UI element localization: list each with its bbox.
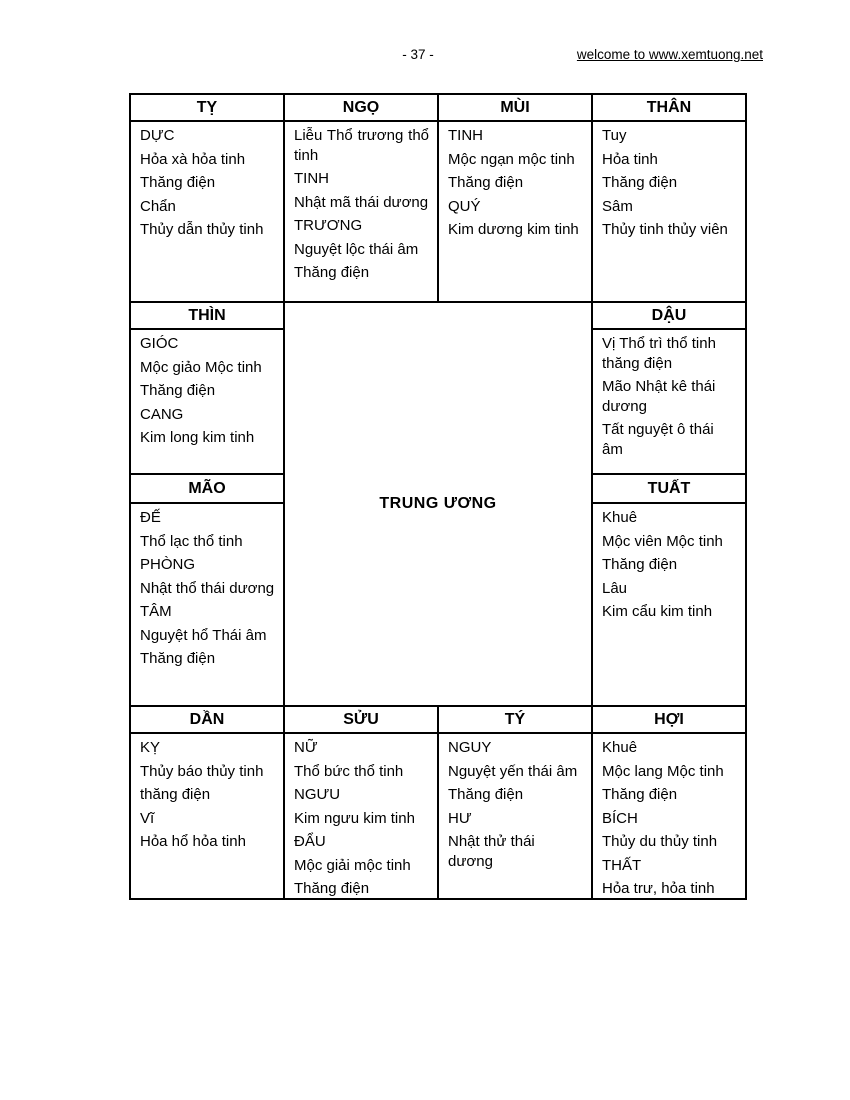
cell-line: DỰC (140, 127, 175, 144)
cell-line: ĐẨU (294, 833, 326, 850)
cell-line: TINH (448, 127, 483, 144)
cell-line: Mộc giải mộc tinh (294, 856, 411, 874)
cell-line: Sâm (602, 197, 633, 215)
body-cell-tuat (593, 504, 747, 707)
header-cell-ngo: NGỌ (285, 95, 439, 122)
cell-line: Thăng điện (140, 650, 216, 667)
cell-line: NGUY (448, 739, 492, 756)
cell-line: Kim long kim tinh (140, 429, 255, 446)
header-cell-than: THÂN (593, 95, 747, 122)
header-cell-mao: MÃO (131, 475, 285, 504)
cell-line: Thăng điện (294, 880, 370, 897)
body-cell-ty2 (439, 734, 593, 900)
cell-line: Vị Thổ trì thổ tinh thăng điện (602, 335, 716, 372)
header-cell-suu: SỬU (285, 707, 439, 734)
header-cell-tuat: TUẤT (593, 475, 747, 504)
cell-line: BÍCH (602, 809, 638, 827)
cell-line: Nguyệt hổ Thái âm (140, 626, 267, 644)
cell-line: GIÓC (140, 335, 179, 352)
cell-line: Kim cẩu kim tinh (602, 603, 713, 620)
cell-line: NỮ (294, 739, 318, 756)
header-cell-dan: DẦN (131, 707, 285, 734)
cell-line: Thăng điện (140, 382, 216, 399)
page-number: - 37 - (402, 47, 434, 62)
cell-line: Thủy báo thủy tinh (140, 762, 264, 780)
body-cell-dan (131, 734, 285, 900)
cell-line: Mão Nhật kê thái dương (602, 378, 716, 415)
center-label: TRUNG ƯƠNG (379, 495, 497, 512)
header-cell-mui: MÙI (439, 95, 593, 122)
cell-line: Thủy du thủy tinh (602, 833, 718, 850)
cell-line: Thổ bức thổ tinh (294, 762, 404, 780)
cell-line: Khuê (602, 739, 638, 756)
cell-line: Thăng điện (602, 556, 678, 573)
body-cell-hoi (593, 734, 747, 900)
body-cell-ty (131, 122, 285, 303)
header-cell-ty2: TÝ (439, 707, 593, 734)
cell-line: Liễu Thổ trương thổ tinh (294, 127, 429, 164)
body-cell-thin (131, 330, 285, 475)
cell-line: TÂM (140, 603, 172, 620)
cell-line: CANG (140, 405, 184, 423)
cell-line: KỴ (140, 739, 161, 756)
cell-line: Nhật mã thái dương (294, 193, 429, 211)
zodiac-table (129, 93, 747, 900)
body-cell-than (593, 122, 747, 303)
cell-line: TRƯƠNG (294, 217, 363, 234)
cell-line: HƯ (448, 809, 472, 827)
cell-line: Mộc giảo Mộc tinh (140, 358, 262, 376)
cell-line: Vĩ (140, 809, 155, 827)
cell-line: Mộc ngạn mộc tinh (448, 150, 575, 168)
header-cell-ty: TỴ (131, 95, 285, 122)
cell-line: Thăng điện (294, 264, 370, 281)
body-cell-ngo (285, 122, 439, 303)
cell-line: THẤT (602, 856, 642, 874)
cell-line: Nguyệt lộc thái âm (294, 240, 419, 258)
cell-line: NGƯU (294, 786, 341, 803)
cell-line: Nhật thử thái dương (448, 833, 535, 870)
cell-line: ĐẾ (140, 509, 161, 526)
cell-line: Tuy (602, 127, 627, 144)
cell-line: PHÒNG (140, 556, 196, 573)
cell-line: Thăng điện (140, 174, 216, 191)
header-cell-hoi: HỢI (593, 707, 747, 734)
cell-line: Lâu (602, 579, 628, 597)
cell-line: Hỏa tinh (602, 150, 658, 168)
cell-line: Hỏa hổ hỏa tinh (140, 833, 246, 850)
header-cell-dau: DẬU (593, 303, 747, 330)
cell-line: Thăng điện (602, 174, 678, 191)
cell-line: Hỏa xà hỏa tinh (140, 150, 246, 168)
body-cell-suu (285, 734, 439, 900)
cell-line: Chẩn (140, 197, 176, 215)
cell-line: Thổ lạc thổ tinh (140, 532, 243, 550)
cell-line: Mộc viên Mộc tinh (602, 532, 723, 550)
body-cell-mao (131, 504, 285, 707)
cell-line: Khuê (602, 509, 638, 526)
center-cell (285, 303, 593, 707)
cell-line: Tất nguyệt ô thái âm (602, 421, 714, 458)
cell-line: thăng điện (140, 786, 211, 803)
cell-line: Thăng điện (602, 786, 678, 803)
body-cell-dau (593, 330, 747, 475)
cell-line: Thăng điện (448, 786, 524, 803)
cell-line: QUÝ (448, 197, 481, 215)
cell-line: Nhật thổ thái dương (140, 579, 275, 597)
cell-line: Thăng điện (448, 174, 524, 191)
cell-line: Thủy tinh thủy viên (602, 221, 728, 238)
cell-line: Hỏa trư, hỏa tinh (602, 880, 715, 897)
cell-line: Kim ngưu kim tinh (294, 809, 415, 827)
cell-line: Thủy dẫn thủy tinh (140, 221, 264, 238)
header-cell-thin: THÌN (131, 303, 285, 330)
cell-line: Nguyệt yến thái âm (448, 762, 578, 780)
body-cell-mui (439, 122, 593, 303)
cell-line: Mộc lang Mộc tinh (602, 762, 724, 780)
site-link[interactable]: welcome to www.xemtuong.net (576, 47, 763, 62)
cell-line: Kim dương kim tinh (448, 221, 579, 238)
cell-line: TINH (294, 170, 329, 187)
